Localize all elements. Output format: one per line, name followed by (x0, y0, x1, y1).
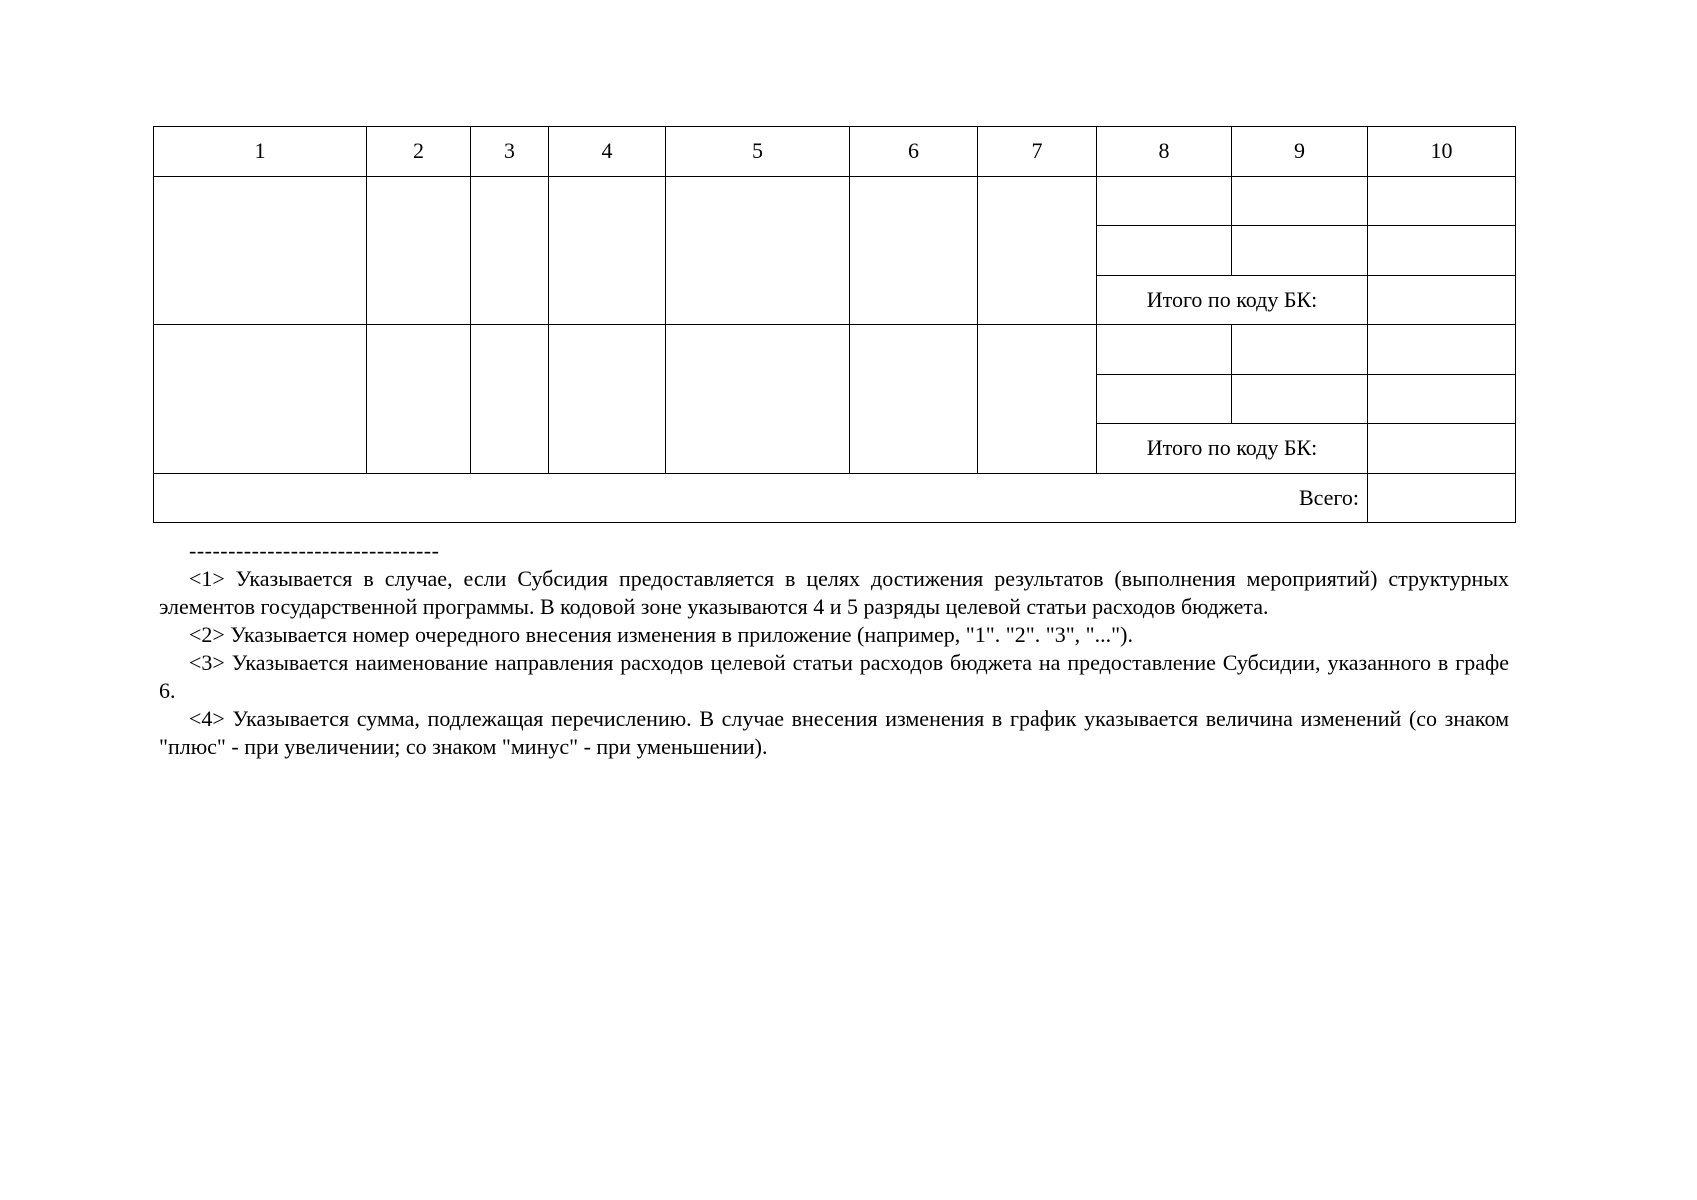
subtotal-label: Итого по коду БК: (1097, 424, 1368, 474)
subtotal-value-cell (1368, 424, 1516, 474)
column-header: 5 (666, 127, 850, 177)
table-row (154, 325, 1516, 375)
table-cell (1232, 374, 1368, 424)
table-header-row (154, 127, 1516, 177)
footnote-3: <3> Указывается наименование направления расходов целевой статьи расходов бюджета на предоставление Субсидии, указанного в графе 6. (159, 650, 1509, 703)
table-cell (978, 325, 1097, 474)
column-header: 10 (1368, 127, 1516, 177)
grand-total-label: Всего: (154, 473, 1368, 523)
table-cell (549, 176, 666, 325)
table-cell (549, 325, 666, 474)
footnote-2: <2> Указывается номер очередного внесения изменения в приложение (например, "1". "2". "3", "..."). (189, 622, 1133, 647)
table-cell (666, 176, 850, 325)
table-cell (1097, 226, 1232, 276)
table-cell (154, 325, 367, 474)
table-cell (1232, 226, 1368, 276)
column-header: 8 (1097, 127, 1232, 177)
table-cell (1368, 325, 1516, 375)
table-cell (850, 325, 978, 474)
table-cell (1097, 374, 1232, 424)
column-header: 4 (549, 127, 666, 177)
payment-schedule-table (153, 126, 1516, 523)
table-cell (471, 325, 549, 474)
table-cell (850, 176, 978, 325)
table-cell (1232, 176, 1368, 226)
column-header: 3 (471, 127, 549, 177)
table-cell (1232, 325, 1368, 375)
table-cell (154, 176, 367, 325)
footnote-1: <1> Указывается в случае, если Субсидия предоставляется в целях достижения результатов (выполнения мероприятий) структурных элементов государственной программы. В кодовой зоне указываются 4 и 5 разряды целевой статьи расходов бюджета. (159, 566, 1509, 619)
column-header: 9 (1232, 127, 1368, 177)
table-cell (1368, 176, 1516, 226)
table-row (154, 176, 1516, 226)
table-cell (367, 176, 471, 325)
table-cell (471, 176, 549, 325)
footnote-4: <4> Указывается сумма, подлежащая перечислению. В случае внесения изменения в график указывается величина изменений (со знаком "плюс" - при увеличении; со знаком "минус" - при уменьшении). (159, 706, 1509, 759)
footnote-separator: -------------------------------- (189, 538, 440, 563)
column-header: 7 (978, 127, 1097, 177)
column-header: 1 (154, 127, 367, 177)
grand-total-value-cell (1368, 473, 1516, 523)
column-header: 6 (850, 127, 978, 177)
table-cell (666, 325, 850, 474)
subtotal-value-cell (1368, 275, 1516, 325)
table-cell (1368, 226, 1516, 276)
grand-total-row (154, 473, 1516, 523)
table-cell (367, 325, 471, 474)
table-cell (978, 176, 1097, 325)
subtotal-label: Итого по коду БК: (1097, 275, 1368, 325)
table-cell (1097, 176, 1232, 226)
footnotes (159, 537, 1509, 761)
table-cell (1097, 325, 1232, 375)
table-cell (1368, 374, 1516, 424)
column-header: 2 (367, 127, 471, 177)
